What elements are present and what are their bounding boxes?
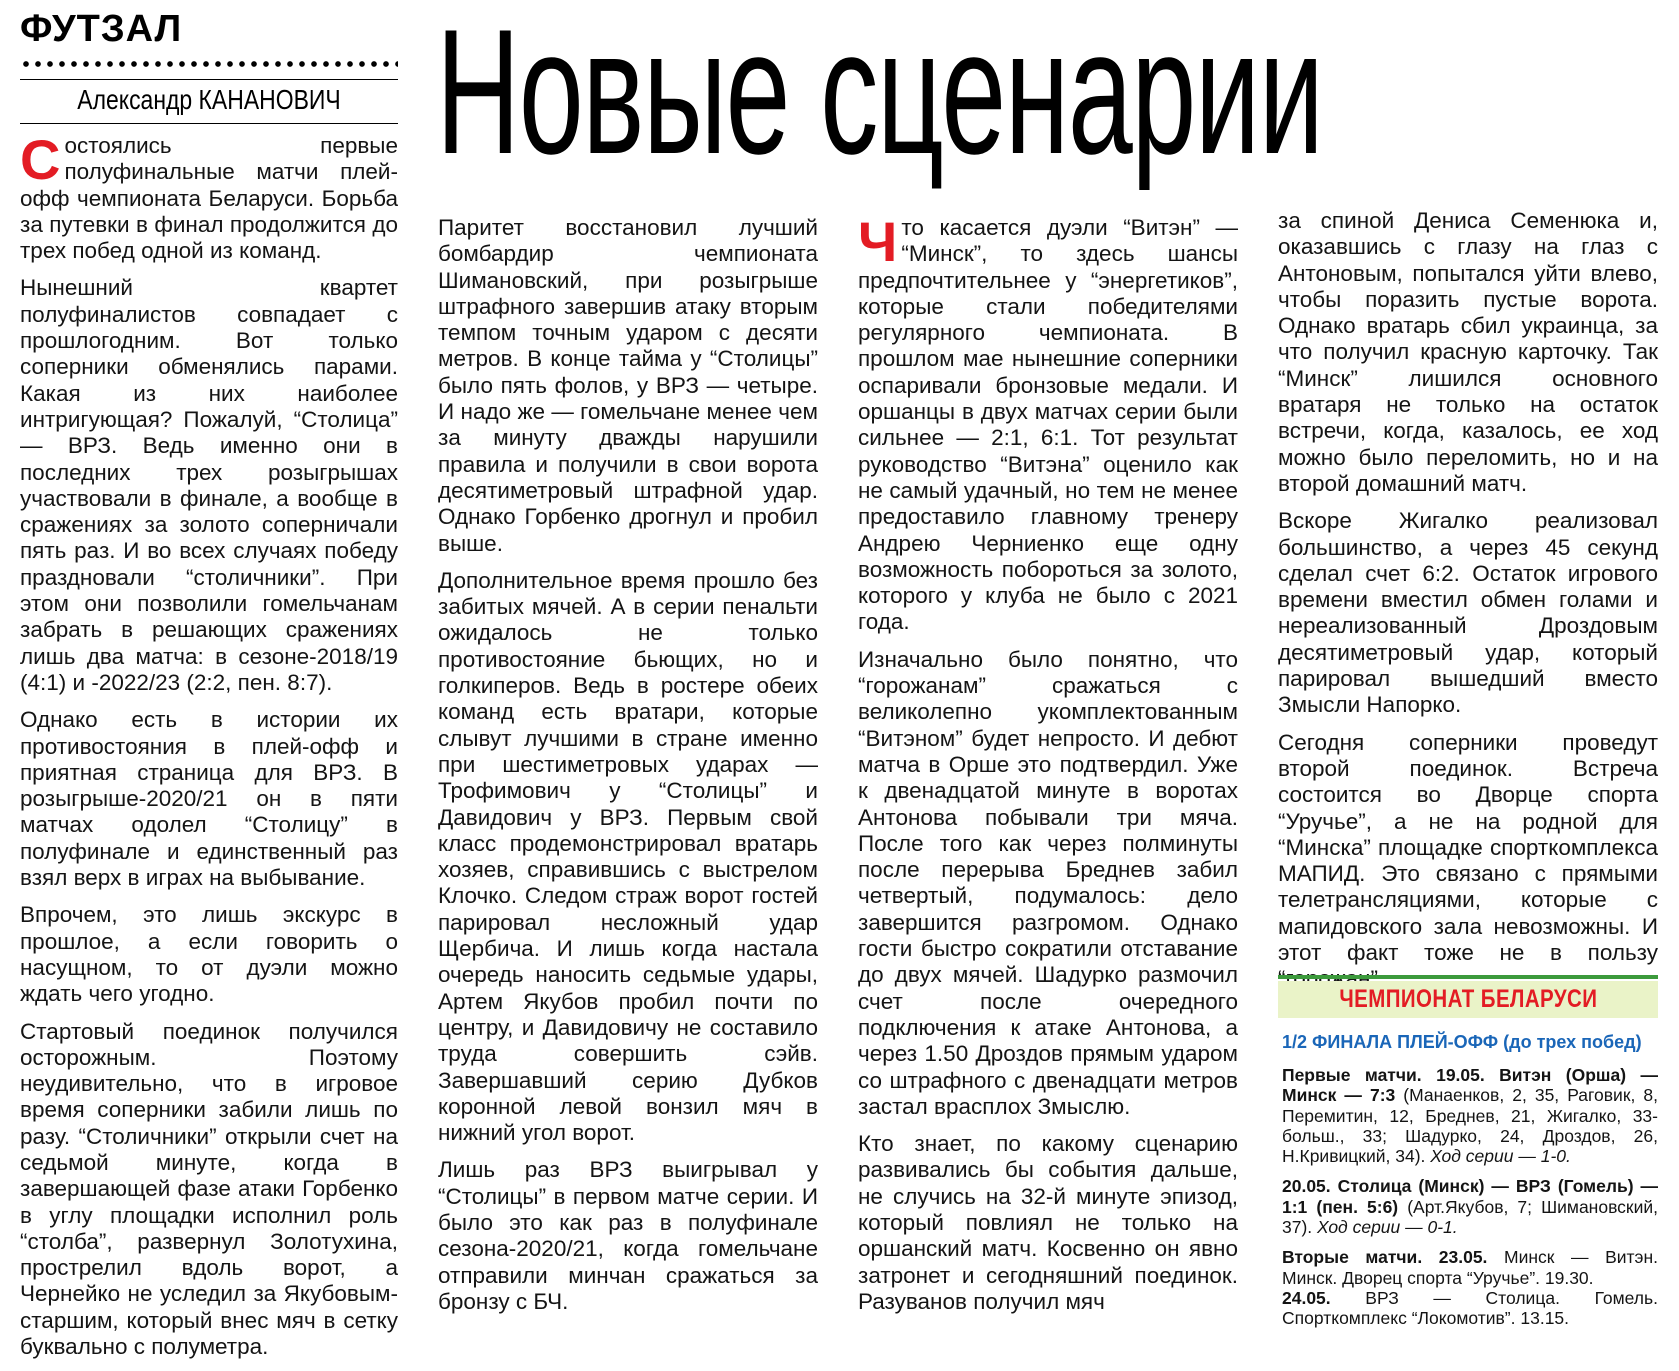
results-block [1282,1065,1658,1339]
result-heading: Первые матчи. 19.05. Витэн (Орша) — Минск — 7:3 [1282,1065,1658,1106]
result-entry [1282,1247,1658,1288]
result-text: (Манаенков, 2, 35, Раговик, 8, Перемитин, 12, Бреднев, 21, Жигалко, 33-больш., 33; Шадурко, 24, Дроздов, 26, Н.Кривицкий, 34). [1282,1085,1658,1167]
result-heading: 20.05. Столица (Минск) — ВРЗ (Гомель) — 1:1 (пен. 5:6) [1282,1176,1658,1217]
paragraph-text: остоялись первые полуфинальные матчи плей-офф чемпионата Беларуси. Борьба за путевки в финал продолжится до трех побед одной из команд. [20,133,398,264]
rubric-label: ФУТЗАЛ [20,8,183,50]
paragraph: Впрочем, это лишь экскурс в прошлое, а если говорить о насущном, то от дуэли можно ждать чего угодно. [20,902,398,1007]
paragraph: Дополнительное время прошло без забитых мячей. А в серии пенальти ожидалось не только противостояние бьющих, но и голкиперов. Ведь в ростере обеих команд есть вратари, которые слывут лучшими в стране именно при шестиметровых ударах — Трофимович у “Столицы” и Давидович у ВРЗ. Первым свой класс продемонстрировал вратарь хозяев, справившись с выстрелом Клочко. Следом страж ворот гостей парировал несложный удар Щербича. И лишь когда настала очередь наносить седьмые удары, Артем Якубов пробил почти по центру, и Давидовичу не составило труда совершить сэйв. Завершавший серию Дубков коронной левой вонзил мяч в нижний угол ворот. [438,567,818,1146]
paragraph: Нынешний квартет полуфиналистов совпадает с прошлогодним. Вот только соперники обменялись парами. Какая из них наиболее интригующая? Пожалуй, “Столица” — ВРЗ. Ведь именно они в последних трех розыгрышах участвовали в финале, а вообще в сражениях за золото соперничали пять раз. И во всех случаях победу праздновали “столичники”. При этом они позволили гомельчанам забрать в решающих сражениях лишь два матча: в сезоне-2018/19 (4:1) и -2022/23 (2:2, пен. 8:7). [20,275,398,695]
sidebar-title: ЧЕМПИОНАТ БЕЛАРУСИ [1338,985,1598,1013]
dotted-divider [20,60,398,68]
result-heading: 24.05. [1282,1287,1331,1308]
dropcap: Ч [858,210,898,273]
result-text: (Арт.Якубов, 7; Шимановский, 37). [1282,1196,1659,1238]
sidebar-top-border [1278,975,1658,979]
article-column-4 [1278,208,1658,1004]
result-entry [1282,1065,1658,1166]
paragraph: за спиной Дениса Семенюка и, оказавшись с глазу на глаз с Антоновым, попытался уйти влево, чтобы поразить пустые ворота. Однако вратарь сбил украинца, за что получил красную карточку. Так “Минск” лишился основного вратаря не только на остаток встречи, когда, казалось, ее ход можно было переломить, но и на второй домашний матч. [1278,208,1658,496]
article-column-2 [438,215,818,1326]
headline: Новые сценарии [436,0,1323,191]
result-entry [1282,1288,1658,1329]
result-heading: Вторые матчи. 23.05. [1282,1247,1488,1268]
article-column-1 [20,128,398,1371]
divider-line [20,79,398,80]
paragraph: Лишь раз ВРЗ выигрывал у “Столицы” в первом матче серии. И было это как раз в полуфинале сезона-2020/21, когда гомельчане отправили минчан сражаться за бронзу с БЧ. [438,1157,818,1314]
article-column-3 [858,210,1238,1326]
series-status: Ход серии — 0-1. [1317,1217,1458,1238]
paragraph: Кто знает, по какому сценарию развивались бы события дальше, не случись на 32-й минуте эпизод, который повлиял не только на оршанский матч. Косвенно он явно затронет и сегодняшний поединок. Разуванов получил мяч [858,1131,1238,1314]
paragraph: Сегодня соперники проведут второй поединок. Встреча состоится во Дворце спорта “Уручье”, а не на родной для “Минска” площадке спорткомплекса МАПИД. Это связано с прямыми телетрансляциями, которые с мапидовского зала невозможны. И этот факт тоже не в пользу [1278,729,1658,966]
paragraph: Изначально было понятно, что “горожанам” сражаться с великолепно укомплектованным “Витэном” будет непросто. И дебют матча в Орше это подтвердил. Уже к двенадцатой минуте в воротах Антонова побывали три мяча. После того как через полминуты после перерыва Бреднев забил четвертый, подумалось: дело завершится разгромом. Однако гости быстро сократили отставание до двух мячей. Шадурко размочил счет после очередного подключения к атаке Антонова, а через 1.50 Дроздов прямым ударом со штрафного с двенадцати метров застал врасплох Змыслю. [858,646,1238,1119]
paragraph-text: то касается дуэли “Витэн” — “Минск”, то здесь шансы предпочтительнее у “энергетиков”, которые стали победителями регулярного чемпионата. В прошлом мае нынешние соперники оспаривали бронзовые медали. И оршанцы в двух матчах серии были сильнее — 2:1, 6:1. Тот результат руководство “Витэна” оценило как не самый удачный, но тем не менее предоставило главному тренеру Андрею Черниенко еще одну возможность побороться за золото, которого у клуба не было с 2021 года. [858,215,1238,635]
series-status: Ход серии — 1-0. [1430,1146,1571,1167]
result-entry [1282,1176,1658,1237]
paragraph: Вскоре Жигалко реализовал большинство, а через 45 секунд сделал счет 6:2. Остаток игрового времени вместил обмен голами и нереализованный Дроздовым десятиметровый удар, который парировал вышедший вместо Змысли Напорко. [1278,508,1658,718]
paragraph: Паритет восстановил лучший бомбардир чемпионата Шимановский, при розыгрыше штрафного завершив атаку вторым темпом точным ударом с десяти метров. В конце тайма у “Столицы” было пять фолов, у ВРЗ — четыре. И надо же — гомельчане менее чем за минуту дважды нарушили правила и получили в свои ворота десятиметровый штрафной удар. Однако Горбенко дрогнул и пробил выше. [438,215,818,556]
paragraph [858,210,1238,636]
paragraph: Однако есть в истории их противостояния в плей-офф и приятная страница для ВРЗ. В розыгрыше-2020/21 он в пяти матчах одолел “Столицу” в полуфинале и единственный раз взял верх в играх на выбывание. [20,707,398,891]
sidebar-title-bar [1278,981,1658,1018]
result-text: Минск — Витэн. Минск. Дворец спорта “Уручье”. 19.30. [1282,1247,1658,1288]
result-text: ВРЗ — Столица. Гомель. Спорткомплекс “Локомотив”. 13.15. [1282,1287,1658,1329]
dropcap: С [20,128,61,191]
paragraph [20,128,398,264]
paragraph: Стартовый поединок получился осторожным. Поэтому неудивительно, что в игровое время соперники забили лишь по разу. “Столичники” открыли счет на седьмой минуте, когда в завершающей фазе атаки Горбенко в углу площадки исполнил роль “столба”, развернул Золотухина, прострелил вдоль ворот, а Чернейко не уследил за Якубовым-старшим, который внес мяч в сетку буквально с полуметра. [20,1018,398,1360]
sidebar-subtitle: 1/2 ФИНАЛА ПЛЕЙ-ОФФ (до трех побед) [1282,1032,1642,1052]
author-byline: Александр КАНАНОВИЧ [77,84,341,115]
divider-line [20,123,398,124]
